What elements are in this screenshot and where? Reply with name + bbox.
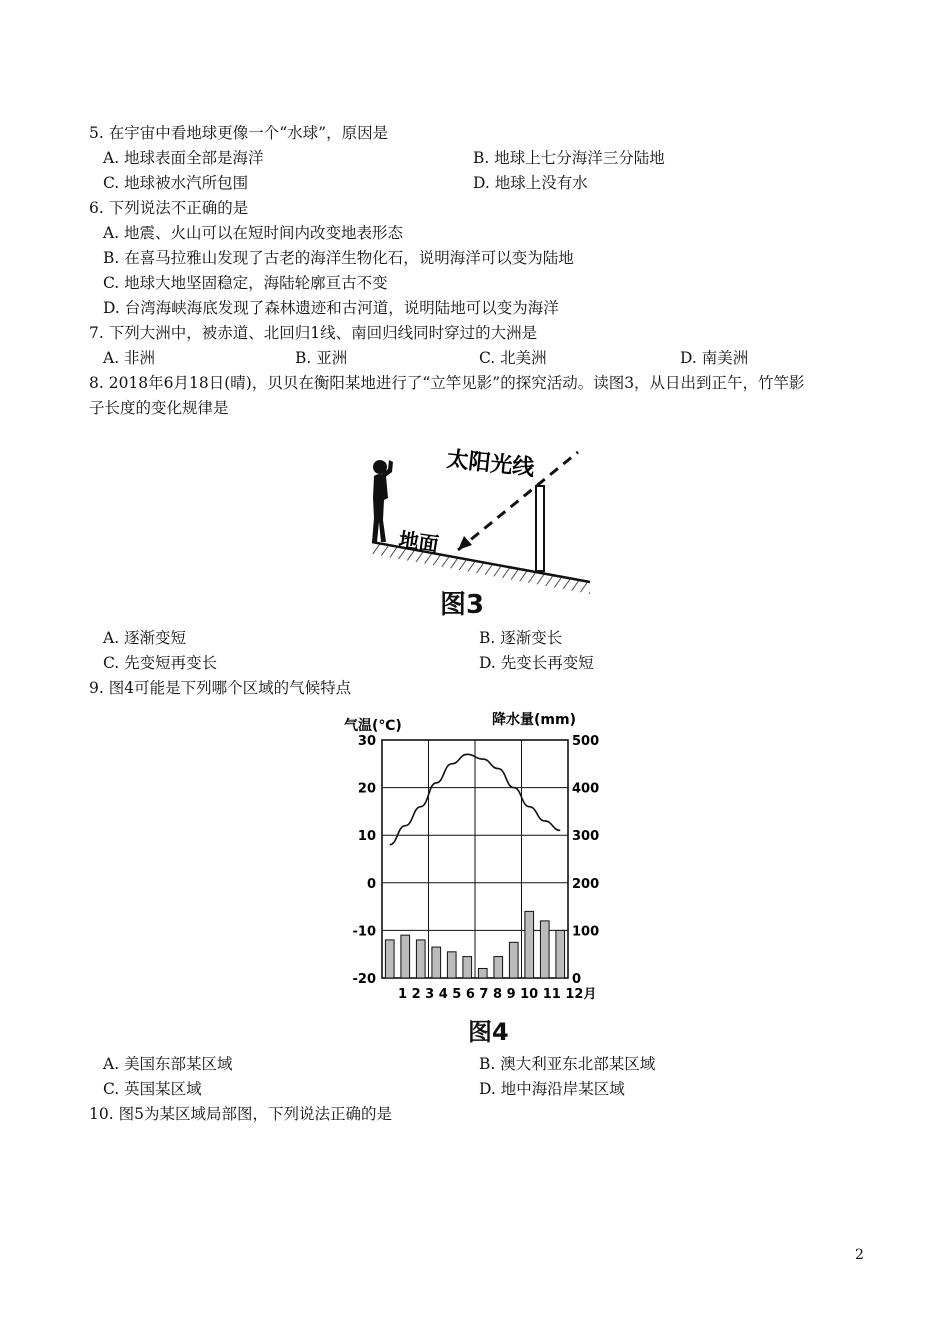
- q7-stem: 7. 下列大洲中，被赤道、北回归1线、南回归线同时穿过的大洲是: [89, 324, 538, 342]
- precipitation-bar: [463, 957, 472, 978]
- precip-tick-label: 0: [572, 972, 582, 987]
- q6-option-c: C. 地球大地坚固稳定，海陆轮廓亘古不变: [103, 274, 388, 292]
- right-axis-label: 降水量(mm): [492, 712, 576, 728]
- q9-stem: 9. 图4可能是下列哪个区域的气候特点: [89, 679, 352, 697]
- q6-option-d: D. 台湾海峡海底发现了森林遗迹和古河道，说明陆地可以变为海洋: [103, 299, 559, 317]
- precip-tick-label: 300: [572, 829, 600, 845]
- q9-option-d: D. 地中海沿岸某区域: [479, 1080, 625, 1098]
- q6-option-a: A. 地震、火山可以在短时间内改变地表形态: [103, 224, 404, 242]
- temp-tick-label: 0: [366, 876, 376, 892]
- figure-3-caption: 图3: [440, 590, 485, 620]
- figure-4-caption: 图4: [468, 1018, 509, 1046]
- temp-tick-label: 10: [357, 829, 376, 845]
- precipitation-bar: [432, 947, 441, 978]
- q8-option-a: A. 逐渐变短: [103, 629, 187, 647]
- q5-option-c: C. 地球被水汽所包围: [103, 174, 249, 192]
- q5-option-d: D. 地球上没有水: [473, 174, 588, 192]
- sun-ray-label: 太阳光线: [445, 447, 536, 482]
- precipitation-bar: [401, 935, 410, 978]
- bamboo-pole: [536, 486, 544, 571]
- q7-option-d: D. 南美洲: [680, 349, 749, 367]
- q5-stem: 5. 在宇宙中看地球更像一个“水球”，原因是: [89, 124, 389, 142]
- page-number: 2: [855, 1247, 864, 1263]
- temp-tick-label: 30: [357, 734, 376, 749]
- q7-option-c: C. 北美洲: [479, 349, 547, 367]
- precipitation-bar: [509, 942, 518, 978]
- q6-stem: 6. 下列说法不正确的是: [89, 199, 249, 217]
- q7-option-b: B. 亚洲: [295, 349, 348, 367]
- precipitation-bar: [478, 968, 487, 978]
- precipitation-bar: [385, 940, 394, 978]
- precip-tick-label: 100: [572, 924, 600, 940]
- q5-option-a: A. 地球表面全部是海洋: [103, 149, 264, 167]
- precip-tick-label: 500: [572, 734, 600, 749]
- precipitation-bar: [556, 930, 565, 978]
- precipitation-bar: [494, 957, 503, 978]
- q5-option-b: B. 地球上七分海洋三分陆地: [473, 149, 665, 167]
- q9-option-a: A. 美国东部某区域: [103, 1055, 233, 1073]
- q9-option-b: B. 澳大利亚东北部某区域: [479, 1055, 656, 1073]
- q7-option-a: A. 非洲: [103, 349, 156, 367]
- precip-tick-label: 200: [572, 876, 600, 892]
- q8-stem-line1: 8. 2018年6月18日(晴)，贝贝在衡阳某地进行了“立竿见影”的探究活动。读图3，从日出到正午，竹竿影: [89, 374, 805, 392]
- temp-tick-label: -20: [352, 972, 376, 987]
- figure-4: [340, 700, 610, 1050]
- figure-3: [360, 432, 600, 622]
- precipitation-bar: [540, 921, 549, 978]
- q6-option-b: B. 在喜马拉雅山发现了古老的海洋生物化石，说明海洋可以变为陆地: [103, 249, 574, 267]
- q8-option-b: B. 逐渐变长: [479, 629, 563, 647]
- month-labels: 1 2 3 4 5 6 7 8 9 10 11 12月: [398, 987, 597, 1002]
- person-figure: [372, 460, 393, 542]
- q8-option-d: D. 先变长再变短: [479, 654, 594, 672]
- q10-stem: 10. 图5为某区域局部图，下列说法正确的是: [89, 1105, 392, 1123]
- q8-option-c: C. 先变短再变长: [103, 654, 218, 672]
- temp-tick-label: 20: [357, 781, 376, 797]
- q9-option-c: C. 英国某区域: [103, 1080, 202, 1098]
- precipitation-bar: [447, 952, 456, 978]
- left-axis-label: 气温(℃): [344, 718, 402, 734]
- precip-tick-label: 400: [572, 781, 600, 797]
- precipitation-bar: [416, 940, 425, 978]
- precipitation-bar: [525, 911, 534, 978]
- temp-tick-label: -10: [352, 924, 376, 940]
- climate-chart: [340, 700, 610, 1005]
- q8-stem-line2: 子长度的变化规律是: [89, 399, 229, 417]
- ground-label: 地面: [397, 527, 441, 557]
- sun-ray-arrowhead: [458, 536, 472, 550]
